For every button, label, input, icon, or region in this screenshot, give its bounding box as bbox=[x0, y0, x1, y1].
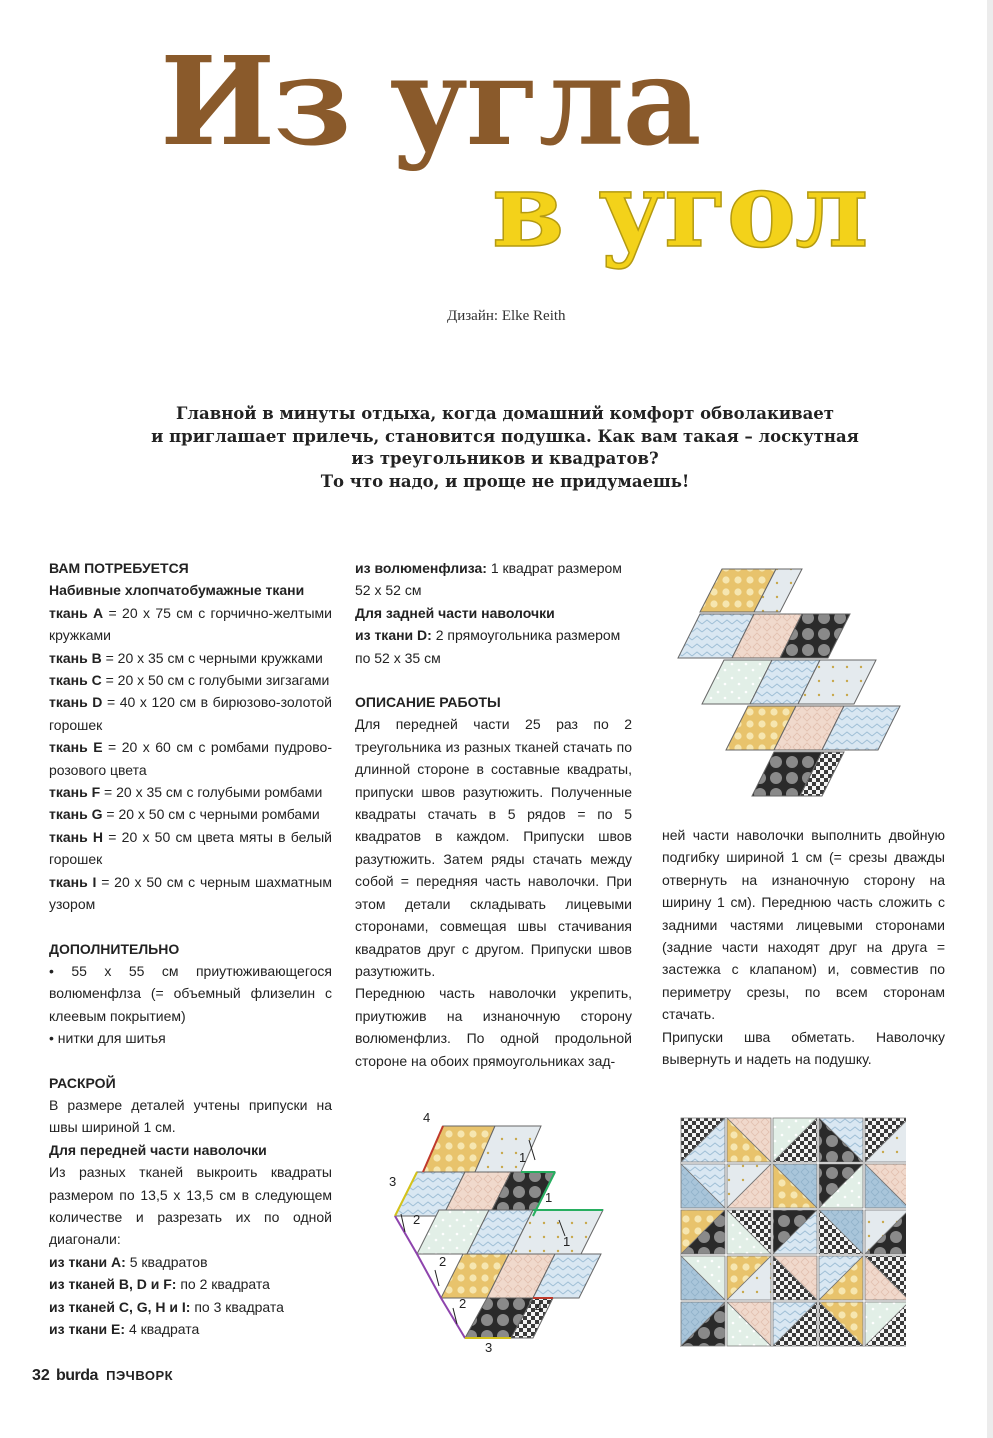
work-paragraph-1: Для передней части 25 раз по 2 треугольника из разных тканей стачать по длинной стороне в составные квадраты, припуски швов разутюжить. Полученные квадраты стачать в 5 рядов = по 5 квадратов в каждом. Припуски швов разутюжить. Затем ряды стачать между собой = передняя часть наволочки. При этом детали складывать лицевыми сторонами, совмещая швы стачивания квадратов друг с другом. Припуски швов разутюжить. bbox=[355, 716, 632, 979]
brand-logo: burda bbox=[55, 1367, 98, 1384]
title-line-1: Из угла bbox=[160, 29, 700, 173]
volume-fleece-item: из волюменфлиза: 1 квадрат размером 52 х 52 см bbox=[355, 560, 622, 599]
lead-line: из треугольников и квадратов? bbox=[351, 449, 659, 468]
strips-illustration bbox=[672, 562, 912, 802]
finished-pillow-grid bbox=[680, 1117, 906, 1353]
lead-line: и приглашает прилечь, становится подушка. Как вам такая – лоскутная bbox=[151, 426, 859, 446]
work-paragraph-3: ней части наволочки выполнить двойную подгибку шириной 1 см (= срезы дважды отвернуть на изнаночную сторону на ширину 1 см). Переднюю часть сложить с задними частями лицевыми сторонами (задние части находят друг на друга = застежка с клапаном) и, совместив по периметру срезы, по всем сторонам стачать. bbox=[662, 827, 945, 1023]
work-paragraph-4: Припуски шва обметать. Наволочку вывернуть и надеть на подушку. bbox=[662, 1028, 945, 1068]
seam-label: 4 bbox=[535, 1300, 543, 1315]
seam-label: 2 bbox=[413, 1212, 421, 1227]
work-paragraph-2: Переднюю часть наволочки укрепить, приутюжив на изнаночную сторону волюменфлиз. По одной продольной стороне на обоих прямоугольниках зад- bbox=[355, 985, 632, 1069]
fabric-item: ткань I = 20 х 50 см с черным шахматным узором bbox=[49, 873, 332, 913]
fabric-item: ткань C = 20 х 50 см с голубыми зигзагами bbox=[49, 672, 330, 689]
count-item: из ткани A: 5 квадратов bbox=[49, 1253, 208, 1270]
seam-label: 3 bbox=[389, 1174, 397, 1189]
seam-label: 1 bbox=[519, 1150, 527, 1165]
seam-label: 4 bbox=[423, 1110, 431, 1125]
section-heading-work: ОПИСАНИЕ РАБОТЫ bbox=[355, 694, 501, 711]
subheading-fabrics: Набивные хлопчатобумажные ткани bbox=[49, 582, 305, 599]
front-text: Из разных тканей выкроить квадраты размером по 13,5 х 13,5 см в следующем количестве и разрезать их по одной диагонали: bbox=[49, 1164, 332, 1248]
section-heading-needs: ВАМ ПОТРЕБУЕТСЯ bbox=[49, 560, 189, 576]
fabric-item: ткань A = 20 х 75 см с горчично-желтыми кружками bbox=[49, 604, 332, 644]
back-item: из ткани D: 2 прямоугольника размером по 52 х 35 см bbox=[355, 627, 621, 666]
cutting-text: В размере деталей учтены припуски на швы шириной 1 см. bbox=[49, 1096, 332, 1136]
fabric-item: ткань B = 20 х 35 см с черными кружками bbox=[49, 649, 323, 666]
extra-item: • 55 х 55 см приутюживающегося волюменфлза (= объемный флизелин с клеевым покрытием) bbox=[49, 962, 332, 1024]
page-number: 32 bbox=[32, 1367, 50, 1384]
count-item: из тканей C, G, H и I: по 3 квадрата bbox=[49, 1298, 284, 1315]
seam-label: 1 bbox=[545, 1190, 553, 1205]
column-materials bbox=[49, 557, 332, 1340]
title-line-2: в угол bbox=[492, 148, 868, 271]
count-item: из ткани E: 4 квадрата bbox=[49, 1321, 200, 1337]
fabric-item: ткань D = 40 х 120 см в бирюзово-золотой горошек bbox=[49, 694, 332, 733]
page-footer bbox=[32, 1367, 173, 1385]
lead-line: Главной в минуты отдыха, когда домашний комфорт обволакивает bbox=[176, 404, 834, 423]
seam-label: 2 bbox=[439, 1254, 447, 1269]
count-item: из тканей B, D и F: по 2 квадрата bbox=[49, 1276, 270, 1293]
seam-label: 1 bbox=[563, 1234, 571, 1249]
extra-item: • нитки для шитья bbox=[49, 1030, 166, 1047]
subheading-front: Для передней части наволочки bbox=[49, 1141, 267, 1158]
fabric-item: ткань H = 20 х 50 см цвета мяты в белый горошек bbox=[49, 828, 332, 868]
assembly-diagram bbox=[383, 1104, 613, 1356]
seam-label: 2 bbox=[459, 1296, 467, 1311]
magazine-name: ПЭЧВОРК bbox=[106, 1368, 174, 1383]
page-edge bbox=[987, 0, 993, 1438]
fabric-item: ткань E = 20 х 60 см с ромбами пудрово-розового цвета bbox=[49, 739, 332, 778]
lead-paragraph bbox=[100, 403, 910, 493]
seam-label: 3 bbox=[485, 1340, 493, 1355]
subheading-back: Для задней части наволочки bbox=[355, 604, 555, 621]
section-heading-cutting: РАСКРОЙ bbox=[49, 1074, 116, 1091]
column-instructions bbox=[355, 557, 632, 1072]
fabric-list bbox=[49, 602, 332, 916]
section-heading-extra: ДОПОЛНИТЕЛЬНО bbox=[49, 940, 180, 957]
fabric-item: ткань F = 20 х 35 см с голубыми ромбами bbox=[49, 784, 323, 801]
lead-line: То что надо, и проще не придумаешь! bbox=[320, 471, 690, 491]
designer-credit: Дизайн: Elke Reith bbox=[447, 308, 566, 324]
fabric-item: ткань G = 20 х 50 см с черными ромбами bbox=[49, 806, 320, 823]
column-continuation bbox=[662, 824, 945, 1070]
